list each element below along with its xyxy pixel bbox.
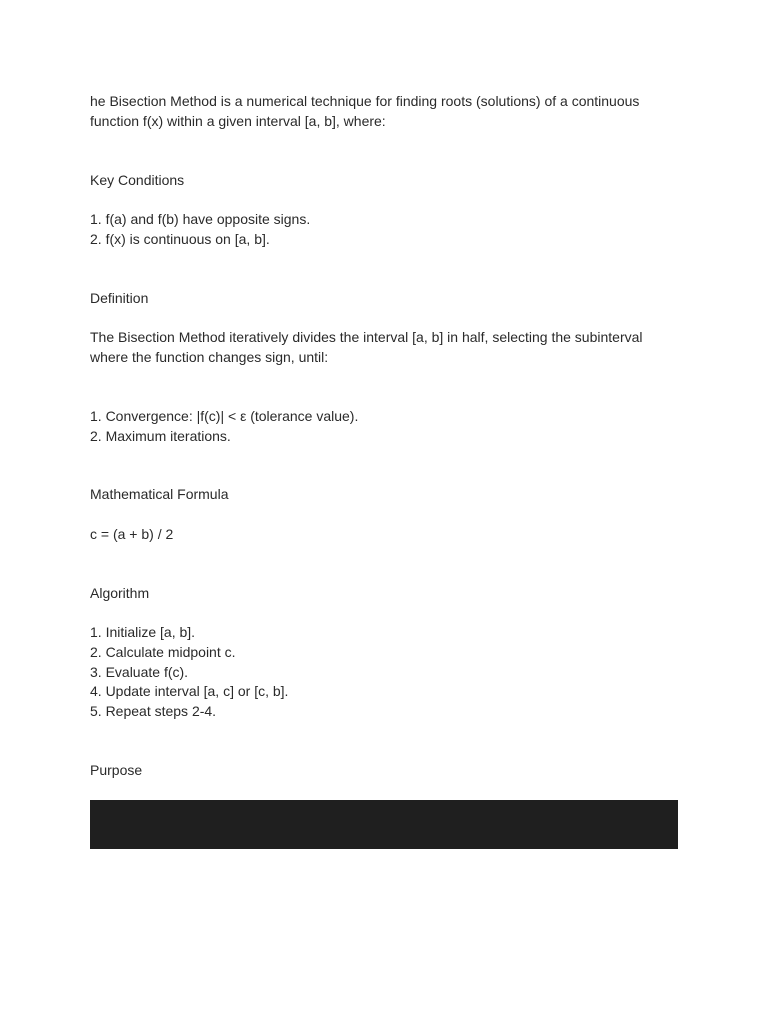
intro-paragraph: he Bisection Method is a numerical technique for finding roots (solutions) of a continuous function f(x) within a given interval [a, b], where: xyxy=(90,93,644,129)
redacted-content-block xyxy=(90,800,678,849)
key-condition-item: 2. f(x) is continuous on [a, b]. xyxy=(90,231,270,247)
algorithm-step: 2. Calculate midpoint c. xyxy=(90,644,236,660)
algorithm-step: 3. Evaluate f(c). xyxy=(90,664,189,680)
definition-item: 1. Convergence: |f(c)| < ε (tolerance value). xyxy=(90,408,359,424)
definition-heading: Definition xyxy=(90,290,149,306)
key-condition-item: 1. f(a) and f(b) have opposite signs. xyxy=(90,211,311,227)
algorithm-heading: Algorithm xyxy=(90,585,150,601)
purpose-heading: Purpose xyxy=(90,762,143,778)
algorithm-step: 1. Initialize [a, b]. xyxy=(90,624,196,640)
formula-text: c = (a + b) / 2 xyxy=(90,526,174,542)
formula-heading: Mathematical Formula xyxy=(90,486,229,502)
definition-paragraph: The Bisection Method iteratively divides the interval [a, b] in half, selecting the subinterval where the function changes sign, until: xyxy=(90,329,647,365)
algorithm-step: 5. Repeat steps 2-4. xyxy=(90,703,217,719)
definition-item: 2. Maximum iterations. xyxy=(90,428,231,444)
algorithm-step: 4. Update interval [a, c] or [c, b]. xyxy=(90,683,289,699)
key-conditions-heading: Key Conditions xyxy=(90,172,185,188)
